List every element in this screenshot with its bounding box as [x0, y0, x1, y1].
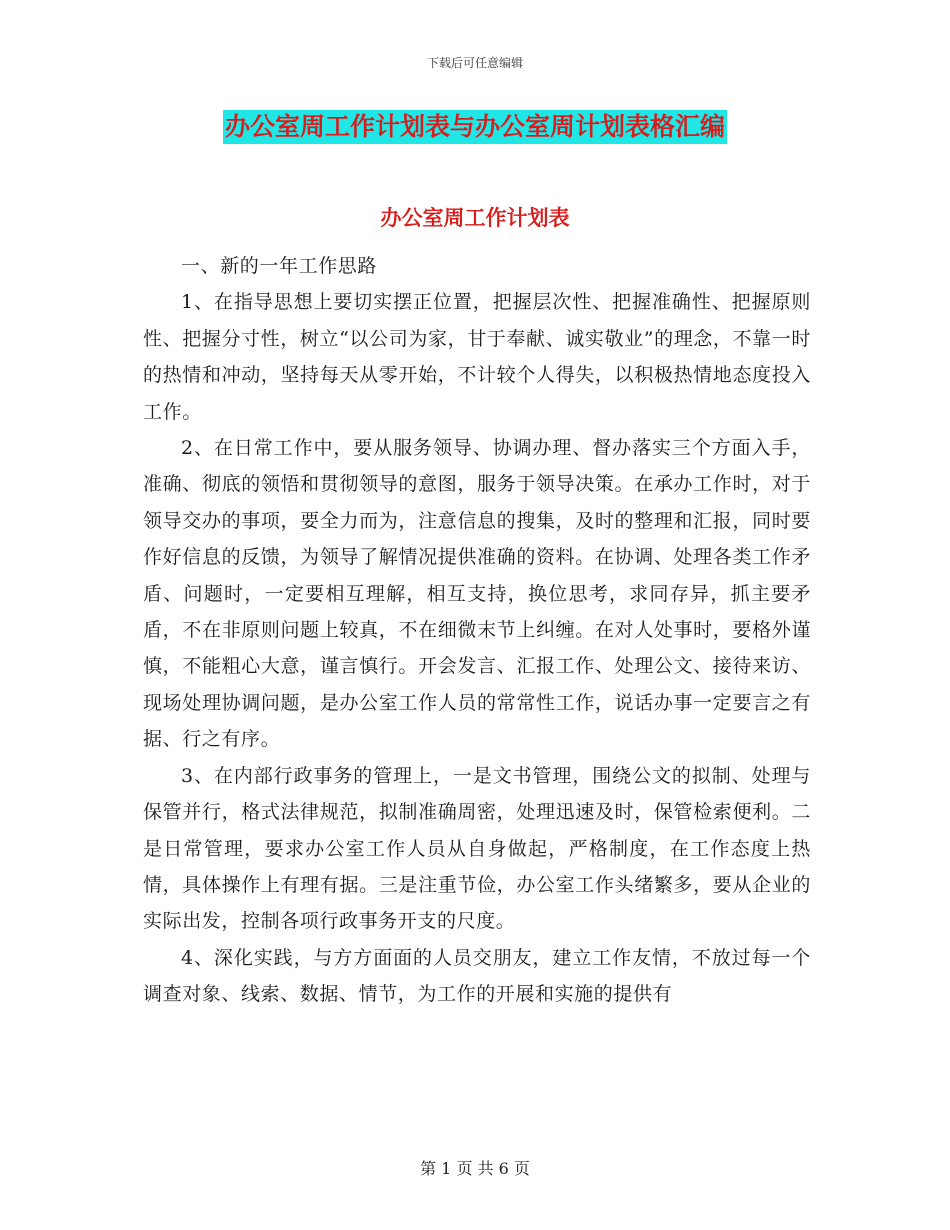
paragraph-2: 2、在日常工作中，要从服务领导、协调办理、督办落实三个方面入手，准确、彻底的领悟和贯彻领导的意图，服务于领导决策。在承办工作时，对于领导交办的事项，要全力而为，注意信息的搜集，及时的整理和汇报，同时要作好信息的反馈，为领导了解情况提供准确的资料。在协调、处理各类工作矛盾、问题时，一定要相互理解，相互支持，换位思考，求同存异，抓主要矛盾，不在非原则问题上较真，不在细微末节上纠缠。在对人处事时，要格外谨慎，不能粗心大意，谨言慎行。开会发言、汇报工作、处理公文、接待来访、现场处理协调问题，是办公室工作人员的常常性工作，说话办事一定要言之有据、行之有序。	[143, 437, 811, 751]
document-title	[0, 110, 950, 144]
paragraph-1: 1、在指导思想上要切实摆正位置，把握层次性、把握准确性、把握原则性、把握分寸性，树立“以公司为家，甘于奉献、诚实敬业”的理念，不靠一时的热情和冲动，坚持每天从零开始，不计较个人得失，以积极热情地态度投入工作。	[143, 291, 811, 423]
page-footer: 第 1 页 共 6 页	[420, 1159, 530, 1178]
section-heading: 一、新的一年工作思路	[181, 255, 378, 277]
paragraph-3: 3、在内部行政事务的管理上，一是文书管理，围绕公文的拟制、处理与保管并行，格式法律规范，拟制准确周密，处理迅速及时，保管检索便利。二是日常管理，要求办公室工作人员从自身做起，严格制度，在工作态度上热情，具体操作上有理有据。三是注重节俭，办公室工作头绪繁多，要从企业的实际出发，控制各项行政事务开支的尺度。	[143, 764, 811, 933]
page-header-note: 下载后可任意编辑	[426, 56, 523, 70]
section-title: 办公室周工作计划表	[380, 206, 570, 230]
document-title-text: 办公室周工作计划表与办公室周计划表格汇编	[223, 110, 727, 144]
document-body	[143, 248, 811, 1013]
paragraph-4: 4、深化实践，与方方面面的人员交朋友，建立工作友情，不放过每一个调查对象、线索、数据、情节，为工作的开展和实施的提供有	[143, 946, 811, 1006]
